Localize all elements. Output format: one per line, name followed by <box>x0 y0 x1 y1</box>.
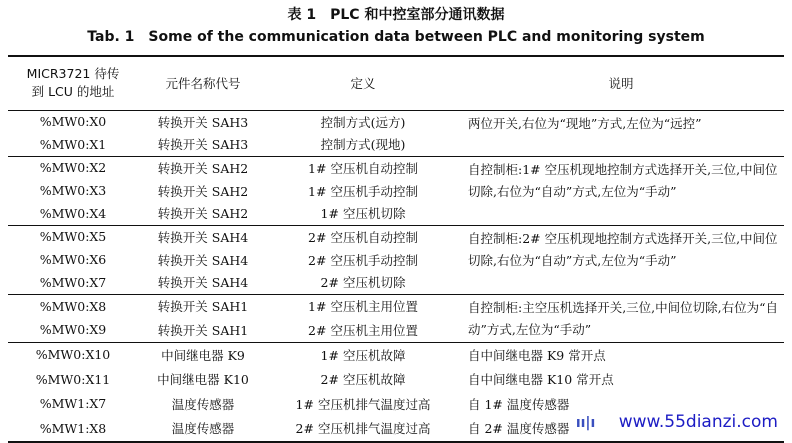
header-definition: 定义 <box>268 56 458 110</box>
address-cell: %MW1:X7 <box>39 396 107 412</box>
address-cell: %MW0:X3 <box>39 183 107 198</box>
description-cell: 自控制柜:1# 空压机现地控制方式选择开关,三位,中间位切除,右位为“自动”方式,左位为“手动” <box>458 156 784 225</box>
header-address-line1: MICR3721 待传 <box>26 66 120 82</box>
address-cell: %MW0:X4 <box>39 205 107 221</box>
definition-cell: 1# 空压机自动控制 <box>268 156 458 179</box>
header-address-line2: 到 LCU 的地址 <box>31 84 115 100</box>
component-cell: 转换开关 SAH4 <box>138 225 268 248</box>
description-cell: 两位开关,右位为“现地”方式,左位为“远控” <box>458 110 784 156</box>
address-cell: %MW0:X5 <box>8 225 138 248</box>
address-cell: %MW0:X0 <box>8 110 138 133</box>
component-cell: 中间继电器 K9 <box>138 342 268 367</box>
component-cell: 转换开关 SAH2 <box>157 206 249 222</box>
table-title-chinese: 表 1 PLC 和中控室部分通讯数据 <box>287 7 505 23</box>
address-cell: %MW0:X6 <box>39 252 107 267</box>
header-address <box>8 56 138 110</box>
address-cell: %MW0:X10 <box>8 342 138 367</box>
description-cell: 自控制柜:2# 空压机现地控制方式选择开关,三位,中间位切除,右位为“自动”方式,左位为“手动” <box>458 225 784 294</box>
component-cell: 转换开关 SAH3 <box>138 110 268 133</box>
component-cell: 转换开关 SAH2 <box>157 183 249 199</box>
communication-data-table <box>8 55 784 443</box>
address-cell: %MW0:X2 <box>8 156 138 179</box>
table-title-english: Tab. 1 Some of the communication data between PLC and monitoring system <box>87 29 705 45</box>
definition-cell: 控制方式(远方) <box>268 110 458 133</box>
address-cell: %MW0:X7 <box>39 274 107 290</box>
component-cell: 转换开关 SAH1 <box>138 294 268 318</box>
site-watermark <box>576 412 778 432</box>
address-cell: %MW0:X8 <box>8 294 138 318</box>
definition-cell: 1# 空压机排气温度过高 <box>295 396 431 412</box>
component-cell: 温度传感器 <box>138 416 268 442</box>
table-row <box>8 367 784 392</box>
definition-cell: 1# 空压机手动控制 <box>308 183 418 199</box>
table-row <box>8 156 784 179</box>
definition-cell: 2# 空压机手动控制 <box>308 252 418 268</box>
description-cell: 自控制柜:主空压机选择开关,三位,中间位切除,右位为“自动”方式,左位为“手动” <box>458 294 784 342</box>
definition-cell: 2# 空压机自动控制 <box>268 225 458 248</box>
header-component-name: 元件名称代号 <box>138 56 268 110</box>
definition-cell: 2# 空压机切除 <box>320 275 406 291</box>
definition-cell: 1# 空压机故障 <box>268 342 458 367</box>
component-cell: 转换开关 SAH4 <box>157 252 249 268</box>
component-cell: 转换开关 SAH1 <box>157 322 249 338</box>
address-cell: %MW0:X1 <box>39 136 107 152</box>
description-cell: 自 1# 温度传感器 <box>468 396 570 412</box>
component-cell: 温度传感器 <box>171 396 235 412</box>
address-cell: %MW0:X11 <box>35 371 111 387</box>
table-row <box>8 110 784 133</box>
definition-cell: 1# 空压机主用位置 <box>268 294 458 318</box>
address-cell: %MW0:X9 <box>39 322 107 338</box>
table-header-row <box>8 56 784 110</box>
component-cell: 转换开关 SAH3 <box>157 137 249 153</box>
table-row <box>8 294 784 318</box>
table-row <box>8 342 784 367</box>
definition-cell: 控制方式(现地) <box>320 137 406 153</box>
definition-cell: 2# 空压机排气温度过高 <box>268 416 458 442</box>
description-cell: 自中间继电器 K10 常开点 <box>468 372 614 387</box>
component-cell: 转换开关 SAH4 <box>157 275 249 291</box>
header-description: 说明 <box>458 56 784 110</box>
description-cell: 自中间继电器 K9 常开点 <box>458 342 784 367</box>
component-cell: 转换开关 SAH2 <box>138 156 268 179</box>
watermark-url: www.55dianzi.com <box>618 412 778 432</box>
watermark-logo-icon: ıı|ı <box>575 415 596 431</box>
table-row <box>8 225 784 248</box>
definition-cell: 2# 空压机故障 <box>320 372 406 388</box>
component-cell: 中间继电器 K10 <box>157 372 249 388</box>
address-cell: %MW1:X8 <box>8 416 138 442</box>
definition-cell: 1# 空压机切除 <box>320 206 406 222</box>
description-cell: 自 2# 温度传感器 <box>458 416 784 442</box>
definition-cell: 2# 空压机主用位置 <box>308 322 418 338</box>
